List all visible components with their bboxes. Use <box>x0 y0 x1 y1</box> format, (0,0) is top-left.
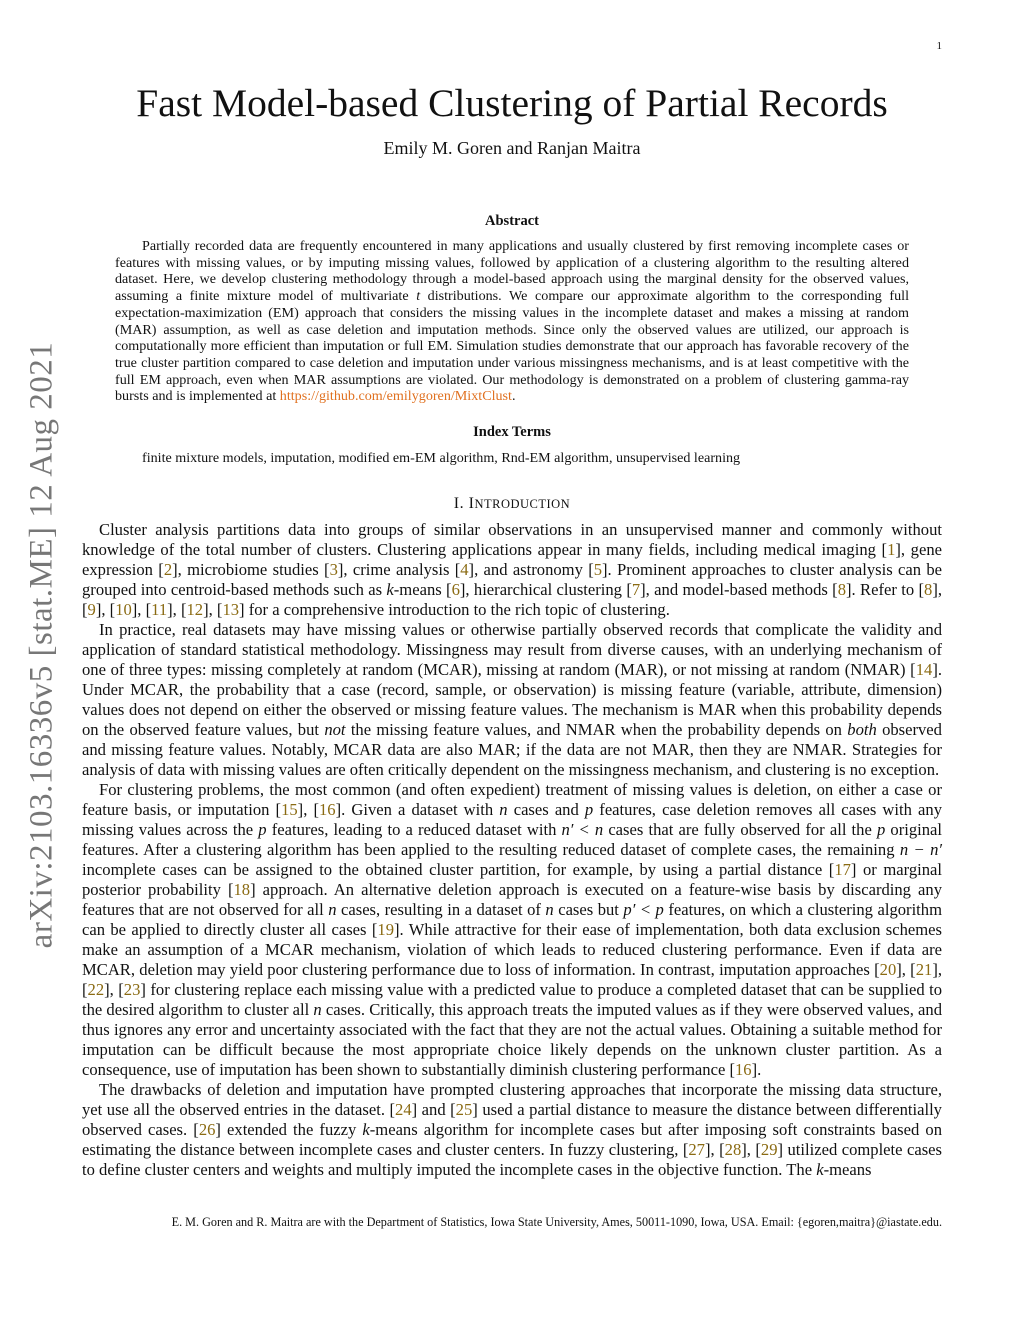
paragraph: Cluster analysis partitions data into groups of similar observations in an unsupervised manner and commonly without knowledge of the total number of clusters. Clustering applications appear in many fields, including medical imaging [1], gene expression [2], microbiome studies [3], crime analysis [4], and astronomy [5]. Prominent approaches to cluster analysis can be grouped into centroid-based methods such as k-means [6], hierarchical clustering [7], and model-based methods [8]. Refer to [8], [9], [10], [11], [12], [13] for a comprehensive introduction to the rich topic of clustering. <box>82 520 942 619</box>
citation-link[interactable]: 4 <box>460 560 469 579</box>
citation-link[interactable]: 21 <box>915 960 933 979</box>
paper-authors: Emily M. Goren and Ranjan Maitra <box>383 138 641 158</box>
citation-link[interactable]: 27 <box>688 1140 705 1159</box>
citation-link[interactable]: 23 <box>123 980 141 999</box>
section-title-rest: NTRODUCTION <box>474 497 571 511</box>
citation-link[interactable]: 15 <box>281 800 298 819</box>
citation-link[interactable]: 5 <box>593 560 603 579</box>
citation-link[interactable]: 16 <box>318 800 336 819</box>
section-heading <box>0 495 1024 513</box>
citation-link[interactable]: 3 <box>329 560 338 579</box>
citation-link[interactable]: 26 <box>198 1120 216 1139</box>
citation-link[interactable]: 25 <box>455 1100 473 1119</box>
citation-link[interactable]: 20 <box>879 960 897 979</box>
citation-link[interactable]: 1 <box>887 540 896 559</box>
paragraph: The drawbacks of deletion and imputation have prompted clustering approaches that incorporate the missing data structure, yet use all the observed entries in the dataset. [24] and [25] used a partial distance to measure the distance between differentially observed cases. [26] extended the fuzzy k-means algorithm for incomplete cases but after imposing soft constraints based on estimating the distance between incomplete cases and cluster centers. In fuzzy clustering, [27], [28], [29] utilized complete cases to define cluster centers and weights and multiply imputed the incomplete cases in the objective function. The k-means <box>82 1080 943 1179</box>
section-first-letter: I <box>468 495 475 512</box>
abstract-text: Partially recorded data are frequently encountered in many applications and usually clustered by first removing incomplete cases or features with missing values, or by imputing missing values, followed by application of a clustering algorithm to the resulting altered dataset. Here, we develop clustering methodology through a model-based approach using the marginal density for the observed values, assuming a finite mixture model of multivariate t distributions. We compare our approximate algorithm to the corresponding full expectation-maximization (EM) approach that considers the missing values in the incomplete dataset and makes a missing at random (MAR) assumption, as well as case deletion and imputation methods. Since only the observed values are utilized, our approach is computationally more efficient than imputation or full EM. Simulation studies demonstrate that our approach has favorable recovery of the true cluster partition compared to case deletion and imputation under various missingness mechanisms, and is at least competitive with the full EM approach, even when MAR assumptions are violated. Our methodology is demonstrated on a problem of clustering gamma-ray bursts and is implemented at https://github.com/emilygoren/MixtClust. <box>115 238 909 405</box>
citation-link[interactable]: 8 <box>924 580 933 599</box>
citation-link[interactable]: 12 <box>186 600 204 619</box>
paragraph: For clustering problems, the most common (and often expedient) treatment of missing values is deletion, on either a case or feature basis, or imputation [15], [16]. Given a dataset with n cases and p features, case deletion removes all cases with any missing values across the p features, leading to a reduced dataset with n′ < n cases that are fully observed for all the p original features. After a clustering algorithm has been applied to the resulting reduced dataset of complete cases, the remaining n − n′ incomplete cases can be assigned to the obtained cluster partition, for example, by using a partial distance [17] or marginal posterior probability [18] approach. An alternative deletion approach is executed on a feature-wise basis by discarding any features that are not observed for all n cases, resulting in a dataset of n cases but p′ < p features, on which a clustering algorithm can be applied to directly cluster all cases [19]. While attractive for their ease of implementation, both data exclusion schemes make an assumption of a MCAR mechanism, violation of which leads to reduced clustering performance. Even if data are MCAR, deletion may yield poor clustering performance due to loss of information. In contrast, imputation approaches [20], [21], [22], [23] for clustering replace each missing value with a predicted value to produce a completed dataset that can be supplied to the desired algorithm to cluster all n cases. Critically, this approach treats the imputed values as if they were observed values, and thus ignores any error and uncertainty associated with the fact that they are not the actual values. Obtaining a suitable method for imputation can be difficult because the most appropriate choice likely depends on the unknown cluster partition. As a consequence, use of imputation has been shown to substantially diminish clustering performance [16]. <box>82 780 943 1079</box>
citation-link[interactable]: 13 <box>222 600 240 619</box>
citation-link[interactable]: 29 <box>760 1140 778 1159</box>
citation-link[interactable]: 19 <box>377 920 394 939</box>
paragraph: In practice, real datasets may have missing values or otherwise partially observed records that complicate the validity and application of standard statistical methodology. Missingness may result from diverse causes, with an underlying mechanism of one of three types: missing completely at random (MCAR), missing at random (MAR), or not missing at random (NMAR) [14]. Under MCAR, the probability that a case (record, sample, or observation) is missing feature (variable, attribute, dimension) values does not depend on either the observed or missing feature values. The mechanism is MAR when this probability depends on the observed feature values, but not the missing feature values, and NMAR when the probability depends on both observed and missing feature values. Notably, MCAR data are also MAR; if the data are not MAR, then they are NMAR. Strategies for analysis of data with missing values are often critically dependent on the missingness mechanism, and clustering is no exception. <box>82 620 942 779</box>
citation-link[interactable]: 8 <box>837 580 847 599</box>
citation-link[interactable]: 6 <box>451 580 460 599</box>
index-terms-heading: Index Terms <box>473 424 551 440</box>
citation-link[interactable]: 2 <box>163 560 173 579</box>
citation-link[interactable]: 10 <box>115 600 132 619</box>
citation-link[interactable]: 16 <box>735 1060 752 1079</box>
paper-title: Fast Model-based Clustering of Partial Records <box>136 81 888 125</box>
citation-link[interactable]: 24 <box>395 1100 412 1119</box>
page-number: 1 <box>936 40 942 52</box>
section-number: I. <box>453 495 465 512</box>
footnote: E. M. Goren and R. Maitra are with the Department of Statistics, Iowa State University, Ames, 50011-1090, Iowa, USA. Email: {egoren,maitra}@iastate.edu. <box>171 1215 942 1229</box>
citation-link[interactable]: 17 <box>834 860 851 879</box>
citation-link[interactable]: 18 <box>233 880 251 899</box>
arxiv-identifier: arXiv:2103.16336v5 [stat.ME] 12 Aug 2021 <box>23 341 60 949</box>
abstract-heading: Abstract <box>485 213 539 229</box>
body-text <box>82 520 942 1180</box>
citation-link[interactable]: 7 <box>631 580 641 599</box>
citation-link[interactable]: 14 <box>915 660 933 679</box>
citation-link[interactable]: 22 <box>87 980 105 999</box>
citation-link[interactable]: 9 <box>87 600 96 619</box>
index-terms-text: finite mixture models, imputation, modified em-EM algorithm, Rnd-EM algorithm, unsupervised learning <box>142 450 741 466</box>
citation-link[interactable]: 28 <box>724 1140 742 1159</box>
citation-link[interactable]: 11 <box>151 600 168 619</box>
github-link[interactable]: https://github.com/emilygoren/MixtClust <box>279 388 512 405</box>
